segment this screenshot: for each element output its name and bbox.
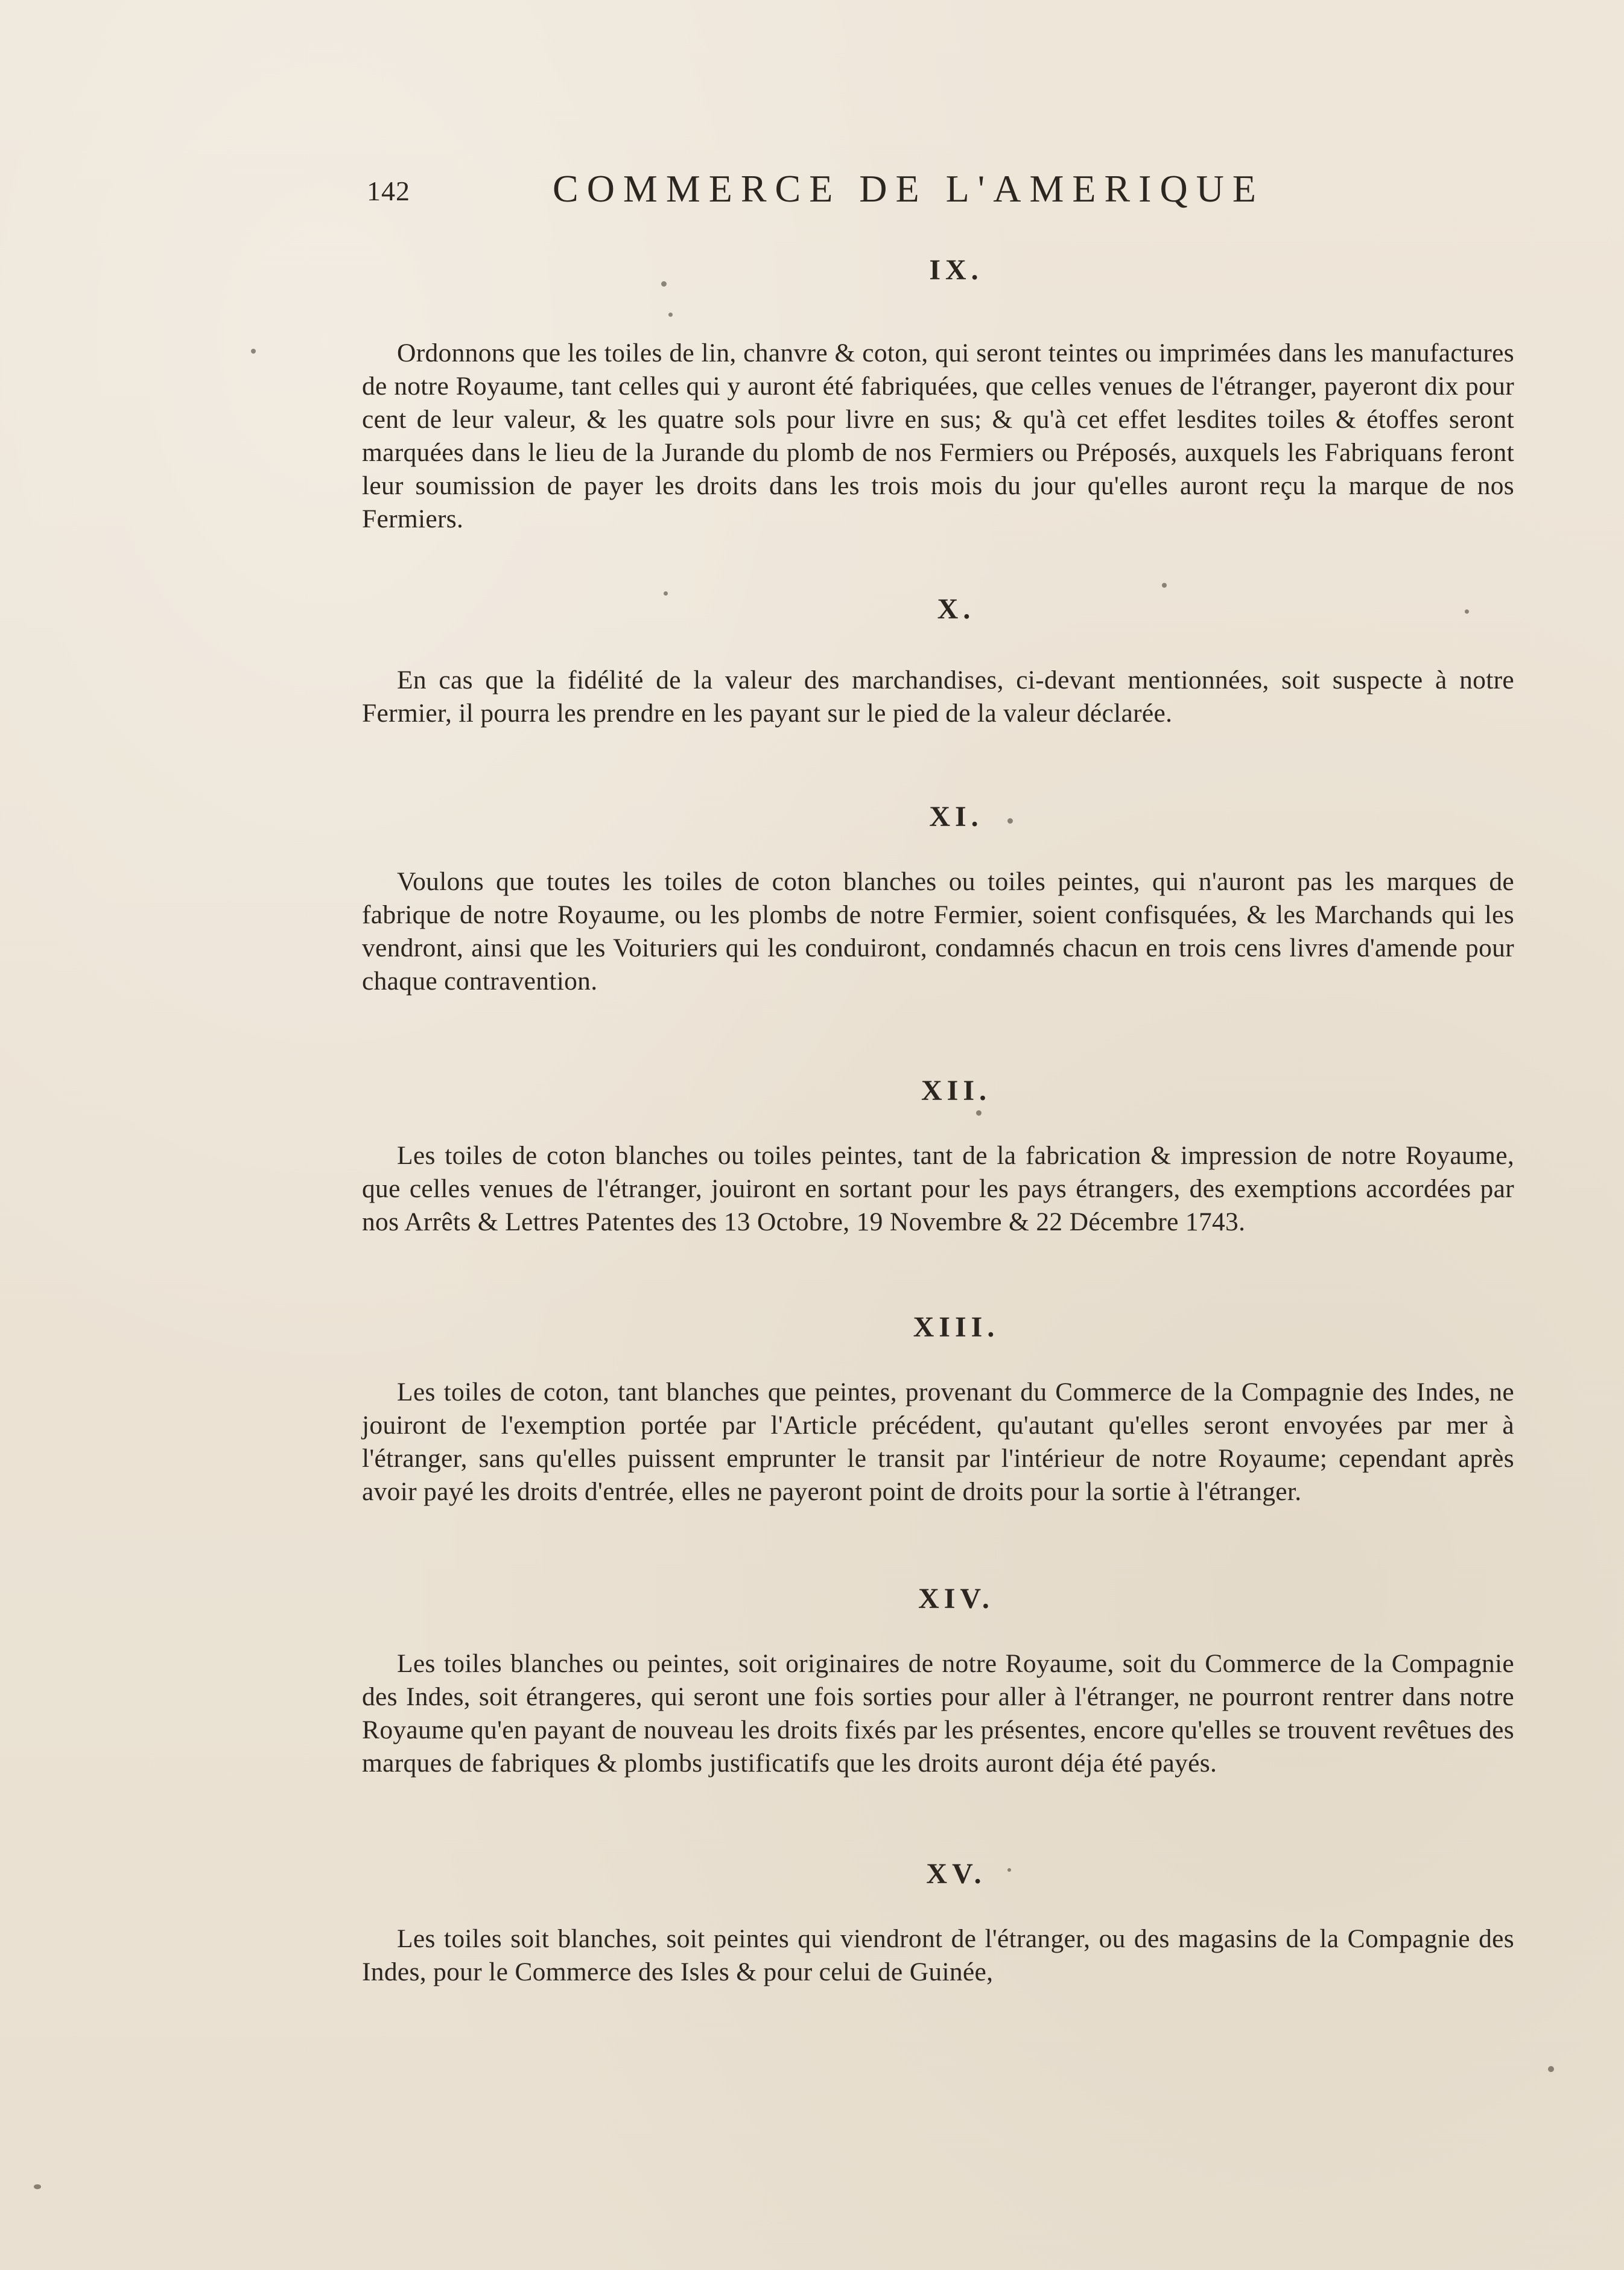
article-number: IX. [929, 254, 983, 286]
paper-speck [1007, 818, 1013, 824]
article-xi [362, 799, 1514, 998]
article-text: En cas que la fidélité de la valeur des marchandises, ci-devant mentionnées, soit suspecte à notre Fermier, il pourra les prendre en les payant sur le pied de la valeur déclarée. [362, 666, 1514, 728]
article-text: Les toiles de coton, tant blanches que peintes, provenant du Commerce de la Compagnie des Indes, ne jouiront de l'exemption portée par l'Article précédent, qu'autant qu'elles seront envoyées par mer à l'étranger, sans qu'elles puissent emprunter le transit par l'intérieur de notre Royaume; cependant après avoir payé les droits d'entrée, elles ne payeront point de droits pour la sortie à l'étranger. [362, 1378, 1514, 1506]
article-number: XI. [929, 801, 983, 833]
article-ix [362, 252, 1514, 536]
paper-speck [664, 591, 668, 596]
article-number: XV. [926, 1858, 986, 1890]
article-xiii [362, 1309, 1514, 1509]
article-text: Les toiles soit blanches, soit peintes qui viendront de l'étranger, ou des magasins de la Compagnie des Indes, pour le Commerce des Isles & pour celui de Guinée, [362, 1924, 1514, 1986]
page-number: 142 [367, 176, 410, 206]
paper-speck [668, 313, 673, 317]
article-x [362, 591, 1514, 730]
article-number: X. [937, 593, 975, 625]
article-number: XIII. [913, 1311, 1000, 1343]
article-text: Les toiles blanches ou peintes, soit originaires de notre Royaume, soit du Commerce de la Compagnie des Indes, soit étrangeres, qui seront une fois sorties pour aller à l'étranger, ne pourront rentrer dans notre Royaume qu'en payant de nouveau les droits fixés par les présentes, encore qu'elles se trouvent revêtues des marques de fabriques & plombs justificatifs que les droits auront déja été payés. [362, 1649, 1514, 1778]
paper-speck [976, 1110, 982, 1116]
paper-speck [1548, 2066, 1554, 2072]
paper-speck [661, 281, 667, 287]
paper-speck [34, 2184, 41, 2189]
article-number: XII. [921, 1075, 992, 1107]
running-head [367, 167, 1356, 221]
paper-speck [1007, 1868, 1011, 1872]
article-text: Voulons que toutes les toiles de coton blanches ou toiles peintes, qui n'auront pas les marques de fabrique de notre Royaume, ou les plombs de notre Fermier, soient confisquées, & les Marchands qui les vendront, ainsi que les Voituriers qui les conduiront, condamnés chacun en trois cens livres d'amende pour chaque contravention. [362, 867, 1514, 996]
paper-speck [251, 349, 256, 354]
running-title: COMMERCE DE L'AMERIQUE [553, 167, 1264, 210]
article-xii [362, 1073, 1514, 1239]
article-text: Les toiles de coton blanches ou toiles peintes, tant de la fabrication & impression de notre Royaume, que celles venues de l'étranger, jouiront en sortant pour les pays étrangers, des exemptions accordées par nos Arrêts & Lettres Patentes des 13 Octobre, 19 Novembre & 22 Décembre 1743. [362, 1141, 1514, 1236]
article-xv [362, 1856, 1514, 1989]
article-xiv [362, 1581, 1514, 1780]
article-number: XIV. [918, 1583, 994, 1615]
paper-speck [1465, 609, 1469, 614]
paper-speck [1162, 583, 1167, 588]
article-text: Ordonnons que les toiles de lin, chanvre & coton, qui seront teintes ou imprimées dans les manufactures de notre Royaume, tant celles qui y auront été fabriquées, que celles venues de l'étranger, payeront dix pour cent de leur valeur, & les quatre sols pour livre en sus; & qu'à cet effet lesdites toiles & étoffes seront marquées dans le lieu de la Jurande du plomb de nos Fermiers ou Préposés, auxquels les Fabriquans feront leur soumission de payer les droits dans les trois mois du jour qu'elles auront reçu la marque de nos Fermiers. [362, 339, 1514, 533]
